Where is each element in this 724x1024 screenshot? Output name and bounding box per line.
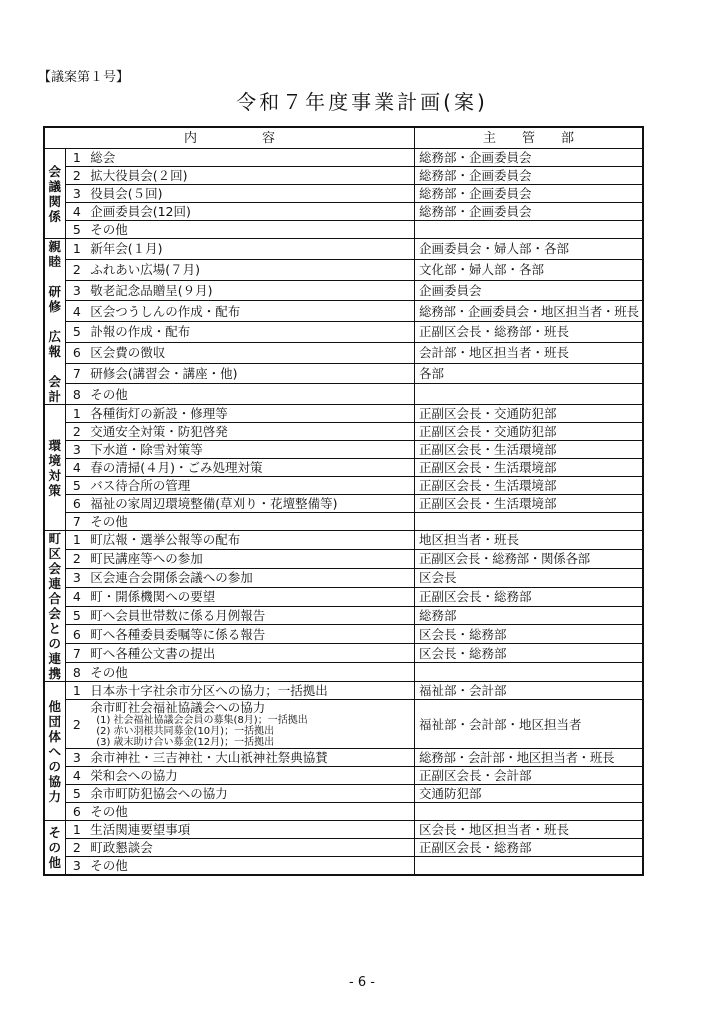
item-text-cell: 町へ各種公文書の提出 xyxy=(88,644,414,663)
table-row xyxy=(44,625,643,644)
item-number: 3 xyxy=(65,280,88,301)
item-number: 3 xyxy=(65,857,88,876)
table-row xyxy=(44,301,643,322)
table-row xyxy=(44,441,643,459)
responsible-cell xyxy=(415,663,643,682)
responsible-cell: 区会長 xyxy=(415,568,643,587)
item-text-cell: ふれあい広場(７月) xyxy=(88,259,414,280)
item-text-cell: 区会連合会開係会議への参加 xyxy=(88,568,414,587)
agenda-label: 【議案第１号】 xyxy=(38,70,130,85)
responsible-cell: 交通防犯部 xyxy=(415,785,643,803)
table-row xyxy=(44,568,643,587)
item-text-cell: その他 xyxy=(88,803,414,821)
item-number: 4 xyxy=(65,459,88,477)
header-content: 内 容 xyxy=(44,127,415,149)
table-row xyxy=(44,495,643,513)
item-number: 7 xyxy=(65,363,88,384)
table-row xyxy=(44,239,643,260)
item-number: 6 xyxy=(65,803,88,821)
item-text-cell: 町広報・選挙公報等の配布 xyxy=(88,531,414,550)
item-number: 8 xyxy=(65,384,88,405)
item-text-cell: 町・開係機関への要望 xyxy=(88,587,414,606)
sub-item-text: (1) 社会福祉協議会会員の募集(8月)；一括拠出 xyxy=(96,715,308,726)
responsible-cell: 正副区会長・会計部 xyxy=(415,767,643,785)
responsible-cell: 福祉部・会計部・地区担当者 xyxy=(415,700,643,749)
item-text-cell: 余市神社・三吉神社・大山祇神社祭典協賛 xyxy=(88,749,414,767)
responsible-cell: 企画委員会 xyxy=(415,280,643,301)
item-number: 1 xyxy=(65,682,88,700)
responsible-cell: 正副区会長・生活環境部 xyxy=(415,477,643,495)
table-row xyxy=(44,203,643,221)
item-number: 6 xyxy=(65,342,88,363)
item-text-cell: その他 xyxy=(88,513,414,531)
item-number: 2 xyxy=(65,839,88,857)
table-row xyxy=(44,803,643,821)
item-text-cell: 栄和会への協力 xyxy=(88,767,414,785)
item-text-cell: 役員会(５回) xyxy=(88,185,414,203)
responsible-cell: 福祉部・会計部 xyxy=(415,682,643,700)
item-number: 7 xyxy=(65,644,88,663)
category-cell: 他 団 体 へ の 協 力 xyxy=(44,682,65,821)
item-number: 3 xyxy=(65,749,88,767)
category-cell: 環 境 対 策 xyxy=(44,405,65,531)
item-text-cell xyxy=(88,700,414,749)
item-text-cell: 日本赤十字社余市分区への協力；一括拠出 xyxy=(88,682,414,700)
item-text-cell: 生活関連要望事項 xyxy=(88,821,414,839)
table-row xyxy=(44,221,643,239)
item-number: 5 xyxy=(65,606,88,625)
item-text-cell: 敬老記念品贈呈(９月) xyxy=(88,280,414,301)
table-row xyxy=(44,363,643,384)
item-number: 4 xyxy=(65,767,88,785)
table-row xyxy=(44,167,643,185)
item-number: 4 xyxy=(65,587,88,606)
responsible-cell: 総務部・企画委員会 xyxy=(415,203,643,221)
item-number: 4 xyxy=(65,301,88,322)
item-number: 3 xyxy=(65,185,88,203)
table-row xyxy=(44,700,643,749)
item-number: 5 xyxy=(65,322,88,343)
plan-table-body xyxy=(44,149,643,876)
item-number: 1 xyxy=(65,239,88,260)
responsible-cell: 企画委員会・婦人部・各部 xyxy=(415,239,643,260)
item-text-cell: その他 xyxy=(88,221,414,239)
item-number: 3 xyxy=(65,441,88,459)
table-row xyxy=(44,280,643,301)
item-text-cell: 福祉の家周辺環境整備(草刈り・花壇整備等) xyxy=(88,495,414,513)
item-text-cell: その他 xyxy=(88,663,414,682)
responsible-cell xyxy=(415,513,643,531)
responsible-cell: 正副区会長・総務部 xyxy=(415,839,643,857)
item-text-cell: 各種街灯の新設・修理等 xyxy=(88,405,414,423)
item-text-cell: 下水道・除雪対策等 xyxy=(88,441,414,459)
category-cell: 会 議 関 係 xyxy=(44,149,65,239)
item-text: 余市町社会福祉協議会への協力 xyxy=(90,700,266,715)
table-row xyxy=(44,405,643,423)
item-text-cell: 町へ会員世帯数に係る月例報告 xyxy=(88,606,414,625)
item-text-cell: 企画委員会(12回) xyxy=(88,203,414,221)
item-number: 1 xyxy=(65,405,88,423)
table-row xyxy=(44,857,643,876)
responsible-cell: 総務部・企画委員会 xyxy=(415,185,643,203)
item-text-cell: 町政懇談会 xyxy=(88,839,414,857)
item-number: 3 xyxy=(65,568,88,587)
responsible-cell: 正副区会長・生活環境部 xyxy=(415,495,643,513)
responsible-cell: 正副区会長・生活環境部 xyxy=(415,459,643,477)
item-text-cell: その他 xyxy=(88,857,414,876)
item-text-cell: 区会つうしんの作成・配布 xyxy=(88,301,414,322)
responsible-cell: 会計部・地区担当者・班長 xyxy=(415,342,643,363)
table-row xyxy=(44,322,643,343)
item-text-cell: 訃報の作成・配布 xyxy=(88,322,414,343)
responsible-cell: 各部 xyxy=(415,363,643,384)
responsible-cell: 区会長・総務部 xyxy=(415,644,643,663)
table-row xyxy=(44,785,643,803)
responsible-cell: 区会長・地区担当者・班長 xyxy=(415,821,643,839)
item-text-cell: 町民講座等への参加 xyxy=(88,549,414,568)
item-number: 4 xyxy=(65,203,88,221)
item-text-cell: 春の清掃(４月)・ごみ処理対策 xyxy=(88,459,414,477)
item-text-cell: 研修会(講習会・講座・他) xyxy=(88,363,414,384)
item-number: 2 xyxy=(65,423,88,441)
item-number: 1 xyxy=(65,531,88,550)
responsible-cell: 正副区会長・生活環境部 xyxy=(415,441,643,459)
responsible-cell: 区会長・総務部 xyxy=(415,625,643,644)
item-number: 5 xyxy=(65,785,88,803)
item-text-cell: 拡大役員会(２回) xyxy=(88,167,414,185)
sub-item-text: (3) 歳末助け合い募金(12月)；一括拠出 xyxy=(96,737,275,748)
header-responsible: 主 管 部 xyxy=(415,127,643,149)
responsible-cell: 総務部・企画委員会 xyxy=(415,149,643,167)
table-row xyxy=(44,423,643,441)
item-text-cell: 交通安全対策・防犯啓発 xyxy=(88,423,414,441)
category-cell: 町 区 会 連 合 会 と の 連 携 xyxy=(44,531,65,682)
table-row xyxy=(44,839,643,857)
item-text-cell: 余市町防犯協会への協力 xyxy=(88,785,414,803)
table-row xyxy=(44,477,643,495)
category-cell: 親 睦 研 修 広 報 会 計 xyxy=(44,239,65,405)
table-row xyxy=(44,342,643,363)
table-row xyxy=(44,459,643,477)
responsible-cell: 文化部・婦人部・各部 xyxy=(415,259,643,280)
item-number: 1 xyxy=(65,821,88,839)
page-number: - 6 - xyxy=(349,975,375,990)
item-number: 2 xyxy=(65,549,88,568)
page-title: 令和７年度事業計画(案) xyxy=(236,90,488,114)
item-text-cell: 町へ各種委員委嘱等に係る報告 xyxy=(88,625,414,644)
table-row xyxy=(44,767,643,785)
category-cell: そ の 他 xyxy=(44,821,65,876)
item-number: 6 xyxy=(65,625,88,644)
table-row xyxy=(44,549,643,568)
item-number: 6 xyxy=(65,495,88,513)
item-text-cell: バス待合所の管理 xyxy=(88,477,414,495)
item-number: 5 xyxy=(65,477,88,495)
table-row xyxy=(44,259,643,280)
table-row xyxy=(44,587,643,606)
item-number: 1 xyxy=(65,149,88,167)
table-row xyxy=(44,749,643,767)
item-number: 2 xyxy=(65,259,88,280)
table-row xyxy=(44,644,643,663)
table-row xyxy=(44,682,643,700)
responsible-cell: 正副区会長・交通防犯部 xyxy=(415,423,643,441)
responsible-cell: 正副区会長・総務部・班長 xyxy=(415,322,643,343)
responsible-cell xyxy=(415,857,643,876)
table-row xyxy=(44,149,643,167)
item-number: 7 xyxy=(65,513,88,531)
responsible-cell xyxy=(415,221,643,239)
responsible-cell xyxy=(415,384,643,405)
item-text-cell: 区会費の徴収 xyxy=(88,342,414,363)
responsible-cell: 正副区会長・交通防犯部 xyxy=(415,405,643,423)
table-row xyxy=(44,606,643,625)
responsible-cell: 総務部 xyxy=(415,606,643,625)
item-text-cell: その他 xyxy=(88,384,414,405)
item-number: 5 xyxy=(65,221,88,239)
responsible-cell: 総務部・企画委員会 xyxy=(415,167,643,185)
responsible-cell: 総務部・企画委員会・地区担当者・班長 xyxy=(415,301,643,322)
item-number: 8 xyxy=(65,663,88,682)
item-number: 2 xyxy=(65,700,88,749)
item-number: 2 xyxy=(65,167,88,185)
responsible-cell: 地区担当者・班長 xyxy=(415,531,643,550)
item-text-cell: 新年会(１月) xyxy=(88,239,414,260)
table-row xyxy=(44,185,643,203)
plan-table xyxy=(43,126,644,876)
responsible-cell: 正副区会長・総務部・関係各部 xyxy=(415,549,643,568)
table-row xyxy=(44,663,643,682)
sub-item-text: (2) 赤い羽根共同募金(10月)；一括拠出 xyxy=(96,726,275,737)
responsible-cell xyxy=(415,803,643,821)
table-row xyxy=(44,384,643,405)
table-row xyxy=(44,531,643,550)
table-header-row xyxy=(44,127,643,149)
responsible-cell: 総務部・会計部・地区担当者・班長 xyxy=(415,749,643,767)
responsible-cell: 正副区会長・総務部 xyxy=(415,587,643,606)
table-row xyxy=(44,821,643,839)
item-text-cell: 総会 xyxy=(88,149,414,167)
table-row xyxy=(44,513,643,531)
